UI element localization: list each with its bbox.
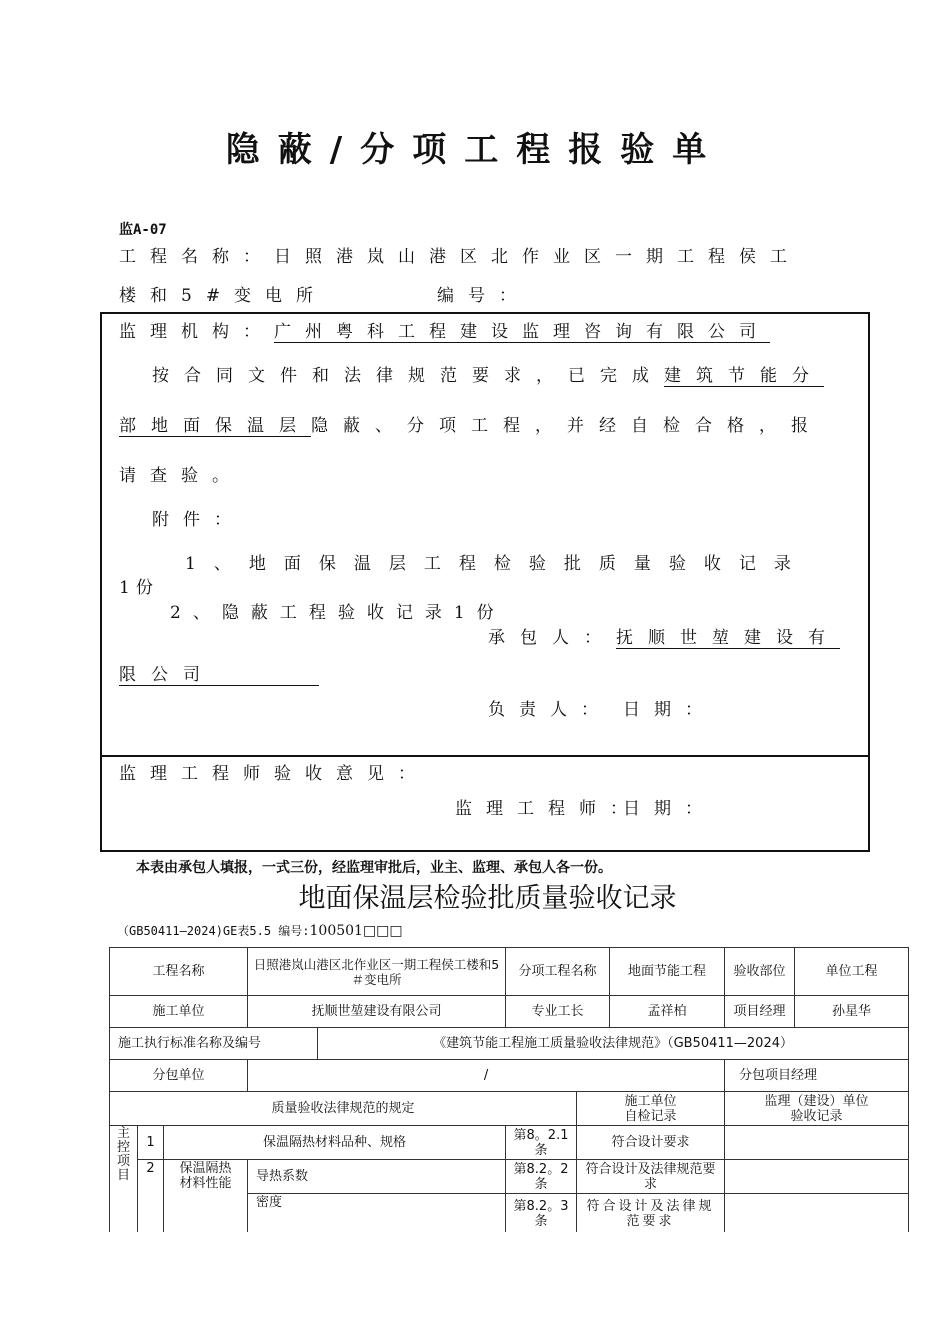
table-row [110, 1126, 909, 1160]
project-name-value: 日照港岚山港区北作业区一期工程侯工楼和5＃变电所 [248, 948, 506, 996]
record-code-number: 100501□□□ [309, 923, 403, 939]
body-line2-fill: 部地面保温层 [119, 416, 311, 436]
spec-header: 质量验收法律规范的规定 [110, 1092, 577, 1126]
body-line-2 [119, 411, 823, 436]
acceptance-part-label: 验收部位 [725, 948, 795, 996]
item-1-no: 1 [138, 1126, 164, 1160]
pm-value: 孙星华 [795, 996, 909, 1028]
engineer-date-label: 日期： [623, 799, 716, 819]
item-2a-clause: 第8.2。2 条 [506, 1160, 577, 1194]
attachment-1: 1、地面保温层工程检验批质量验收记录 [185, 554, 809, 574]
engineer-label: 监理工程师： [455, 799, 641, 819]
item-2b-result: 符合设计及法律规 范要求 [577, 1194, 725, 1234]
item-2a-supervision [725, 1160, 909, 1194]
record-title: 地面保温层检验批质量验收记录 [298, 883, 677, 914]
page-title: 隐蔽/分项工程报验单 [225, 130, 725, 170]
project-name-line2: 楼和5#变电所 [119, 286, 328, 306]
body-line2-suffix: 隐蔽、分项工程，并经自检合格，报 [311, 416, 823, 436]
item-2a-name: 导热系数 [248, 1160, 506, 1194]
item-2a-result: 符合设计及法律规范要 求 [577, 1160, 725, 1194]
attachment-2: 2、隐蔽工程验收记录1份 [170, 603, 506, 623]
table-row [110, 948, 909, 996]
number-label: 编号： [437, 286, 530, 306]
body-line-3: 请查验。 [119, 466, 243, 486]
contractor-row [488, 623, 840, 648]
table-row [110, 1060, 909, 1092]
table-row [110, 996, 909, 1028]
record-table [109, 947, 909, 1234]
builder-label: 施工单位 [110, 996, 248, 1028]
item-2b-name: 密度 [248, 1194, 506, 1234]
project-label: 工程名称： [119, 247, 274, 267]
attachments-label: 附件： [152, 510, 245, 530]
item-2b-supervision [725, 1194, 909, 1234]
sub-project-label: 分项工程名称 [506, 948, 610, 996]
subcontract-label: 分包单位 [110, 1060, 248, 1092]
item-2b-clause: 第8.2。3 条 [506, 1194, 577, 1234]
item-1-name: 保温隔热材料品种、规格 [164, 1126, 506, 1160]
standard-value: 《建筑节能工程施工质量验收法律规范》（GB50411—2024） [318, 1028, 909, 1060]
project-name-row [119, 242, 801, 267]
body-line-1 [152, 361, 824, 386]
engineer-opinion-label: 监理工程师验收意见： [119, 764, 429, 784]
project-name-line1: 日照港岚山港区北作业区一期工程侯工 [274, 247, 801, 267]
acceptance-part-value: 单位工程 [795, 948, 909, 996]
body-line1-prefix: 按合同文件和法律规范要求，已完成 [152, 366, 664, 386]
subcontract-value: / [248, 1060, 725, 1092]
attachment-1-count: 1份 [119, 578, 159, 598]
footnote: 本表由承包人填报，一式三份，经监理审批后，业主、监理、承包人各一份。 [136, 860, 612, 876]
item-2-no: 2 [138, 1160, 164, 1234]
foreman-label: 专业工长 [506, 996, 610, 1028]
standard-label: 施工执行标准名称及编号 [110, 1028, 318, 1060]
item-1-clause: 第8。2.1 条 [506, 1126, 577, 1160]
self-check-header: 施工单位 自检记录 [577, 1092, 725, 1126]
subcontract-pm-label: 分包项目经理 [725, 1060, 909, 1092]
supervisor-org-row [119, 317, 770, 342]
record-code [117, 922, 403, 939]
item-2-group: 保温隔热 材料性能 [164, 1160, 248, 1234]
item-1-supervision [725, 1126, 909, 1160]
body-line1-fill: 建筑节能分 [664, 366, 824, 386]
page-cutoff [109, 1232, 909, 1272]
table-row [110, 1092, 909, 1126]
record-code-prefix: （GB50411—2024)GE表5.5 编号: [117, 924, 310, 938]
date-label: 日期： [623, 700, 716, 720]
builder-value: 抚顺世堃建设有限公司 [248, 996, 506, 1028]
item-1-result: 符合设计要求 [577, 1126, 725, 1160]
pm-label: 项目经理 [725, 996, 795, 1028]
project-name-row-2 [119, 281, 327, 306]
table-row [110, 1160, 909, 1194]
contractor-line1: 抚顺世堃建设有 [616, 628, 840, 648]
project-name-label: 工程名称 [110, 948, 248, 996]
supervision-header: 监理（建设）单位 验收记录 [725, 1092, 909, 1126]
responsible-label: 负责人： [488, 700, 612, 720]
foreman-value: 孟祥柏 [610, 996, 725, 1028]
contractor-line2: 限公司 [119, 660, 319, 686]
table-row [110, 1028, 909, 1060]
sub-project-value: 地面节能工程 [610, 948, 725, 996]
form-code: 监A-07 [119, 222, 167, 238]
supervisor-org-label: 监理机构： [119, 322, 274, 342]
supervisor-org-value: 广州粤科工程建设监理咨询有限公司 [274, 322, 770, 342]
main-items-label: 主 控 项 目 [110, 1126, 138, 1234]
contractor-label: 承包人： [488, 628, 616, 648]
